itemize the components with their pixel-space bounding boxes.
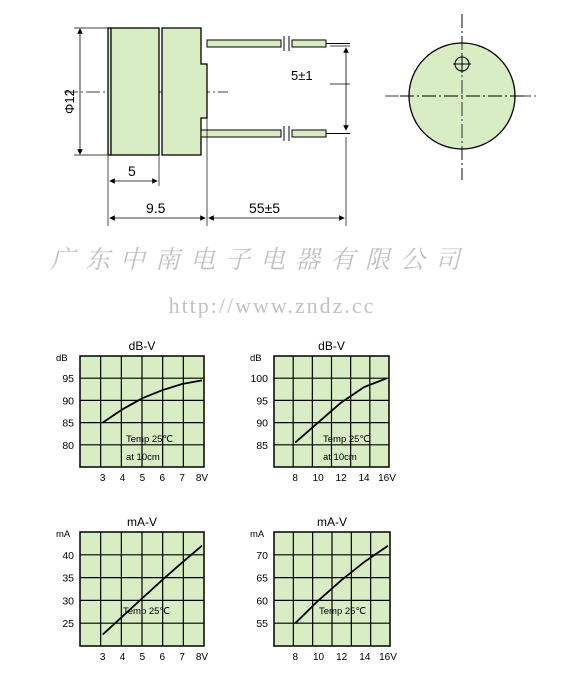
x-tick-label: 5 bbox=[139, 652, 146, 663]
y-tick-label: 90 bbox=[62, 395, 74, 408]
y-tick-label: 30 bbox=[62, 595, 74, 608]
x-tick-label: 12 bbox=[335, 473, 347, 484]
top-view-drawing bbox=[385, 14, 536, 180]
watermark-company: 广东中南电子电器有限公司 bbox=[49, 245, 471, 274]
x-tick-label: 6 bbox=[159, 652, 166, 663]
chart-note: Temp 25℃ bbox=[323, 434, 371, 445]
chart-note: Temp 25℃ bbox=[123, 606, 171, 617]
y-tick-label: 95 bbox=[62, 373, 74, 386]
chart-unit: dB bbox=[56, 353, 68, 364]
x-tick-label: 7 bbox=[179, 652, 185, 663]
x-tick-label: 3 bbox=[99, 652, 106, 663]
chart-3 bbox=[56, 515, 208, 663]
y-tick-label: 65 bbox=[256, 572, 268, 585]
x-tick-label: 8V bbox=[195, 652, 209, 663]
lead-spacing-dimension bbox=[291, 46, 350, 130]
x-tick-label: 3 bbox=[99, 473, 106, 484]
y-tick-label: 25 bbox=[62, 618, 74, 631]
chart-2 bbox=[250, 339, 396, 484]
x-tick-label: 10 bbox=[312, 473, 324, 484]
chart-title: dB-V bbox=[128, 339, 156, 353]
y-tick-label: 80 bbox=[62, 439, 74, 452]
chart-title: mA-V bbox=[317, 515, 347, 529]
lead-spacing-label: 5±1 bbox=[291, 68, 313, 83]
chart-note: at 10cm bbox=[126, 452, 160, 463]
buzzer-body-rear bbox=[162, 28, 207, 155]
y-tick-label: 60 bbox=[256, 595, 268, 608]
x-tick-label: 14 bbox=[359, 652, 371, 663]
y-tick-label: 35 bbox=[62, 572, 74, 585]
lower-lead bbox=[201, 126, 350, 141]
x-tick-label: 8V bbox=[195, 473, 209, 484]
y-tick-label: 40 bbox=[62, 549, 74, 562]
y-tick-label: 90 bbox=[256, 417, 268, 430]
x-tick-label: 7 bbox=[179, 473, 185, 484]
chart-1 bbox=[56, 339, 208, 484]
chart-title: dB-V bbox=[318, 339, 345, 353]
diameter-label: Φ12 bbox=[62, 89, 77, 114]
chart-title: mA-V bbox=[127, 515, 157, 529]
lead-length-label: 55±5 bbox=[249, 200, 281, 216]
x-tick-label: 10 bbox=[312, 652, 325, 663]
x-tick-label: 4 bbox=[119, 652, 126, 663]
chart-unit: mA bbox=[250, 529, 265, 540]
x-tick-label: 16V bbox=[378, 473, 396, 484]
chart-unit: mA bbox=[56, 529, 71, 540]
upper-lead bbox=[207, 36, 350, 51]
y-tick-label: 70 bbox=[256, 549, 268, 562]
y-tick-label: 85 bbox=[256, 439, 268, 452]
side-view-drawing bbox=[62, 28, 350, 226]
body-length-label: 9.5 bbox=[146, 200, 166, 216]
lead-length-dimension bbox=[209, 137, 346, 226]
chart-unit: dB bbox=[250, 353, 262, 364]
x-tick-label: 12 bbox=[336, 652, 348, 663]
x-tick-label: 5 bbox=[139, 473, 146, 484]
buzzer-body-front bbox=[108, 28, 159, 155]
x-tick-label: 16V bbox=[379, 652, 397, 663]
x-tick-label: 6 bbox=[159, 473, 166, 484]
chart-4 bbox=[250, 515, 397, 663]
y-tick-label: 100 bbox=[250, 373, 268, 386]
chart-note: at 10cm bbox=[323, 452, 357, 463]
height-label: 5 bbox=[128, 163, 136, 179]
x-tick-label: 4 bbox=[119, 473, 126, 484]
x-tick-label: 8 bbox=[292, 473, 298, 484]
chart-note: Temp 25℃ bbox=[126, 434, 174, 445]
x-tick-label: 14 bbox=[358, 473, 370, 484]
y-tick-label: 85 bbox=[62, 417, 74, 430]
watermark-url: http://www.zndz.cc bbox=[168, 293, 376, 318]
x-tick-label: 8 bbox=[292, 652, 299, 663]
y-tick-label: 95 bbox=[256, 395, 268, 408]
diameter-dimension bbox=[62, 28, 108, 155]
chart-note: Temp 25℃ bbox=[319, 606, 367, 617]
charts-layer bbox=[56, 339, 397, 663]
y-tick-label: 55 bbox=[256, 618, 268, 631]
